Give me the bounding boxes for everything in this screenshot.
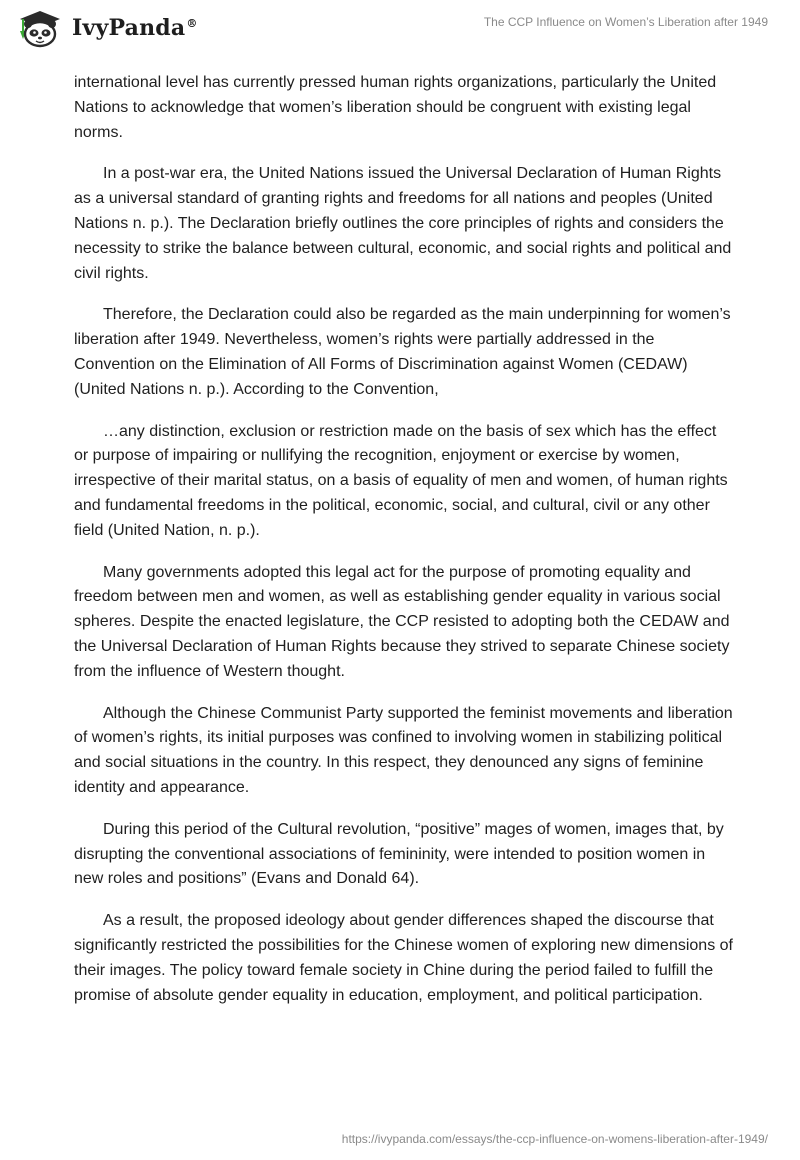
running-title: The CCP Influence on Women’s Liberation after 1949 bbox=[483, 15, 768, 29]
logo-wordmark: IvyPanda® bbox=[72, 15, 198, 41]
source-url[interactable]: https://ivypanda.com/essays/the-ccp-influence-on-womens-liberation-after-1949/ bbox=[341, 1132, 768, 1146]
block-quote: …any distinction, exclusion or restriction made on the basis of sex which has the effect or purpose of impairing or nullifying the recognition, enjoyment or exercise by women, irrespective of their marital status, on a basis of equality of men and women, of human rights and fundamental freedoms in the political, economic, social, and cultural, civil or any other field (United Nation, n. p.). bbox=[74, 422, 728, 539]
paragraph: In a post-war era, the United Nations issued the Universal Declaration of Human Rights as a universal standard of granting rights and freedoms for all nations and peoples (United Nations n. p.). The Declaration briefly outlines the core principles of rights and considers the necessity to strike the balance between cultural, economic, and social rights and political and civil rights. bbox=[74, 165, 732, 282]
essay-body bbox=[74, 71, 734, 1025]
paragraph: Many governments adopted this legal act for the purpose of promoting equality and freedom between men and women, as well as establishing gender equality in various social spheres. Despite the enacted legislature, the CCP resisted to adopting both the CEDAW and the Universal Declaration of Human Rights because they strived to separate Chinese society from the influence of Western thought. bbox=[74, 563, 730, 680]
panda-graduation-cap-icon bbox=[14, 8, 66, 48]
ivypanda-logo[interactable] bbox=[14, 8, 198, 48]
paragraph: Therefore, the Declaration could also be regarded as the main underpinning for women’s liberation after 1949. Nevertheless, women’s rights were partially addressed in the Convention on the Elimination of All Forms of Discrimination against Women (CEDAW) (United Nations n. p.). According to the Convention, bbox=[74, 306, 731, 398]
paragraph: As a result, the proposed ideology about gender differences shaped the discourse that significantly restricted the possibilities for the Chinese women of exploring new dimensions of their images. The policy toward female society in Chine during the period failed to fulfill the promise of absolute gender equality in education, employment, and political participation. bbox=[74, 912, 733, 1004]
paragraph: international level has currently pressed human rights organizations, particularly the United Nations to acknowledge that women’s liberation should be congruent with existing legal norms. bbox=[74, 74, 717, 141]
paragraph: Although the Chinese Communist Party supported the feminist movements and liberation of women’s rights, its initial purposes was confined to involving women in stabilizing political and social situations in the country. In this respect, they denounced any signs of feminine identity and appearance. bbox=[74, 704, 733, 796]
page-header bbox=[0, 0, 800, 68]
paragraph: During this period of the Cultural revolution, “positive” mages of women, images that, by disrupting the conventional associations of femininity, were intended to position women in new roles and positions” (Evans and Donald 64). bbox=[74, 820, 724, 888]
